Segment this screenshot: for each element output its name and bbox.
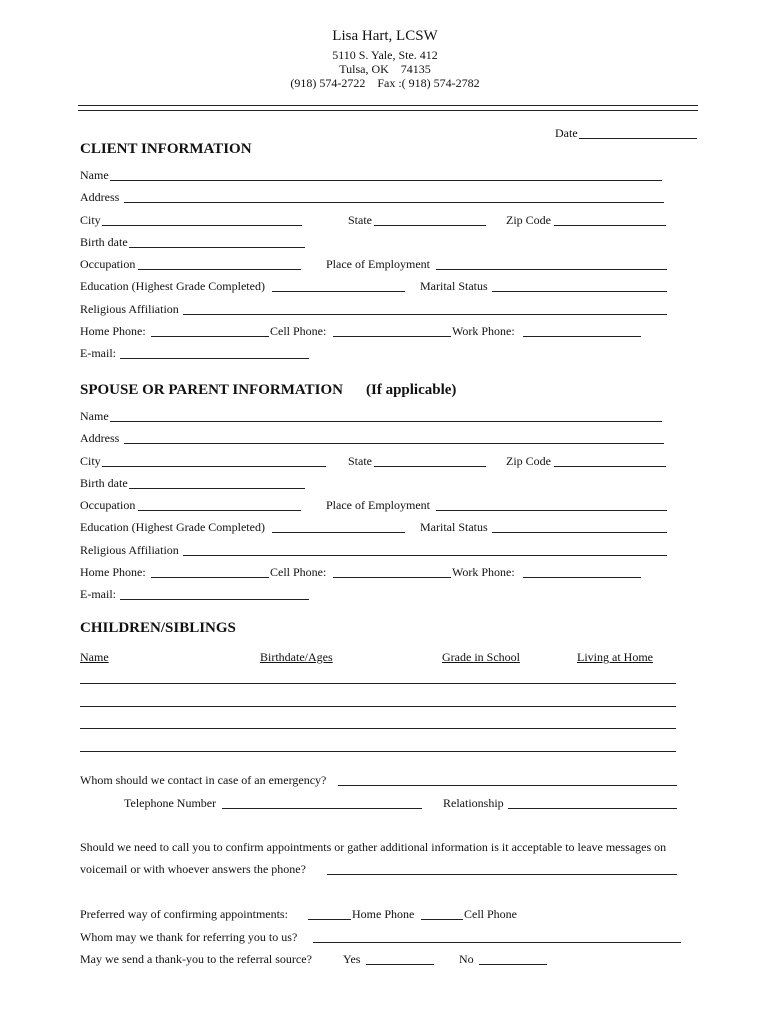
client-name-field[interactable] (110, 180, 662, 181)
thank-you-no-blank[interactable] (479, 964, 547, 965)
children-heading: CHILDREN/SIBLINGS (80, 620, 236, 636)
client-zip-field[interactable] (554, 225, 666, 226)
client-address-field[interactable] (124, 202, 664, 203)
spouse-occupation-field[interactable] (138, 510, 301, 511)
voicemail-question-line2: voicemail or with whoever answers the phone? (80, 862, 306, 876)
header-divider-top (78, 105, 698, 106)
children-col-name: Name (80, 650, 109, 664)
client-state-field[interactable] (374, 225, 486, 226)
voicemail-question-line1: Should we need to call you to confirm appointments or gather additional information is it acceptable to leave messages on (80, 840, 667, 854)
date-label: Date (555, 126, 578, 140)
spouse-employment-label: Place of Employment (326, 498, 430, 512)
client-work-phone-label: Work Phone: (452, 324, 515, 338)
spouse-education-label: Education (Highest Grade Completed) (80, 520, 265, 534)
client-home-phone-field[interactable] (151, 336, 269, 337)
spouse-zip-label: Zip Code (506, 454, 551, 468)
client-city-label: City (80, 213, 101, 227)
client-email-label: E-mail: (80, 346, 116, 360)
confirm-cell-phone-blank[interactable] (421, 919, 463, 920)
client-education-label: Education (Highest Grade Completed) (80, 279, 265, 293)
confirm-home-phone-blank[interactable] (308, 919, 351, 920)
spouse-home-phone-field[interactable] (151, 577, 269, 578)
confirm-cell-phone-label: Cell Phone (464, 907, 517, 921)
client-occupation-label: Occupation (80, 257, 136, 271)
children-row-field[interactable] (80, 728, 676, 729)
emergency-telephone-field[interactable] (222, 808, 422, 809)
client-birthdate-field[interactable] (129, 247, 305, 248)
client-email-field[interactable] (120, 358, 309, 359)
thank-you-yes-blank[interactable] (366, 964, 434, 965)
confirm-method-label: Preferred way of confirming appointments: (80, 907, 288, 921)
header-divider-bottom (78, 110, 698, 111)
spouse-info-subheading: (If applicable) (366, 382, 457, 398)
client-birthdate-label: Birth date (80, 235, 128, 249)
client-address-label: Address (80, 190, 120, 204)
client-cell-phone-field[interactable] (333, 336, 451, 337)
client-employment-label: Place of Employment (326, 257, 430, 271)
spouse-email-field[interactable] (120, 599, 309, 600)
thank-you-no-label: No (459, 952, 474, 966)
client-name-label: Name (80, 168, 109, 182)
spouse-religion-label: Religious Affiliation (80, 543, 179, 557)
spouse-address-label: Address (80, 431, 120, 445)
spouse-religion-field[interactable] (183, 555, 667, 556)
emergency-relationship-field[interactable] (508, 808, 677, 809)
spouse-birthdate-label: Birth date (80, 476, 128, 490)
emergency-contact-label: Whom should we contact in case of an emergency? (80, 773, 327, 787)
spouse-city-field[interactable] (102, 466, 326, 467)
client-education-field[interactable] (272, 291, 405, 292)
practice-phone-fax: (918) 574-2722 Fax :( 918) 574-2782 (290, 76, 480, 90)
spouse-education-field[interactable] (272, 532, 405, 533)
thank-you-question: May we send a thank-you to the referral source? (80, 952, 312, 966)
spouse-email-label: E-mail: (80, 587, 116, 601)
client-state-label: State (348, 213, 372, 227)
spouse-address-field[interactable] (124, 443, 664, 444)
client-occupation-field[interactable] (138, 269, 301, 270)
client-employment-field[interactable] (436, 269, 667, 270)
spouse-city-label: City (80, 454, 101, 468)
practice-city-state-zip: Tulsa, OK 74135 (339, 62, 431, 76)
voicemail-answer-field[interactable] (327, 874, 677, 875)
client-home-phone-label: Home Phone: (80, 324, 146, 338)
children-row-field[interactable] (80, 683, 676, 684)
client-info-heading: CLIENT INFORMATION (80, 141, 252, 157)
spouse-occupation-label: Occupation (80, 498, 136, 512)
client-work-phone-field[interactable] (523, 336, 641, 337)
spouse-state-field[interactable] (374, 466, 486, 467)
date-field[interactable] (579, 138, 697, 139)
practitioner-name: Lisa Hart, LCSW (332, 28, 438, 44)
client-zip-label: Zip Code (506, 213, 551, 227)
spouse-name-label: Name (80, 409, 109, 423)
spouse-work-phone-field[interactable] (523, 577, 641, 578)
spouse-marital-label: Marital Status (420, 520, 488, 534)
spouse-employment-field[interactable] (436, 510, 667, 511)
thank-you-yes-label: Yes (343, 952, 361, 966)
client-city-field[interactable] (102, 225, 302, 226)
client-cell-phone-label: Cell Phone: (270, 324, 327, 338)
spouse-state-label: State (348, 454, 372, 468)
emergency-relationship-label: Relationship (443, 796, 504, 810)
spouse-birthdate-field[interactable] (129, 488, 305, 489)
children-row-field[interactable] (80, 706, 676, 707)
emergency-telephone-label: Telephone Number (124, 796, 217, 810)
children-row-field[interactable] (80, 751, 676, 752)
client-marital-label: Marital Status (420, 279, 488, 293)
referral-field[interactable] (313, 942, 681, 943)
practice-address: 5110 S. Yale, Ste. 412 (332, 48, 438, 62)
spouse-zip-field[interactable] (554, 466, 666, 467)
emergency-contact-field[interactable] (338, 785, 677, 786)
client-religion-label: Religious Affiliation (80, 302, 179, 316)
spouse-work-phone-label: Work Phone: (452, 565, 515, 579)
spouse-info-heading: SPOUSE OR PARENT INFORMATION (80, 382, 343, 398)
spouse-home-phone-label: Home Phone: (80, 565, 146, 579)
spouse-name-field[interactable] (110, 421, 662, 422)
children-col-birthdate: Birthdate/Ages (260, 650, 333, 664)
confirm-home-phone-label: Home Phone (352, 907, 415, 921)
spouse-marital-field[interactable] (492, 532, 667, 533)
children-col-living: Living at Home (577, 650, 653, 664)
client-marital-field[interactable] (492, 291, 667, 292)
spouse-cell-phone-label: Cell Phone: (270, 565, 327, 579)
children-col-grade: Grade in School (442, 650, 520, 664)
referral-label: Whom may we thank for referring you to us? (80, 930, 298, 944)
client-religion-field[interactable] (183, 314, 667, 315)
spouse-cell-phone-field[interactable] (333, 577, 451, 578)
